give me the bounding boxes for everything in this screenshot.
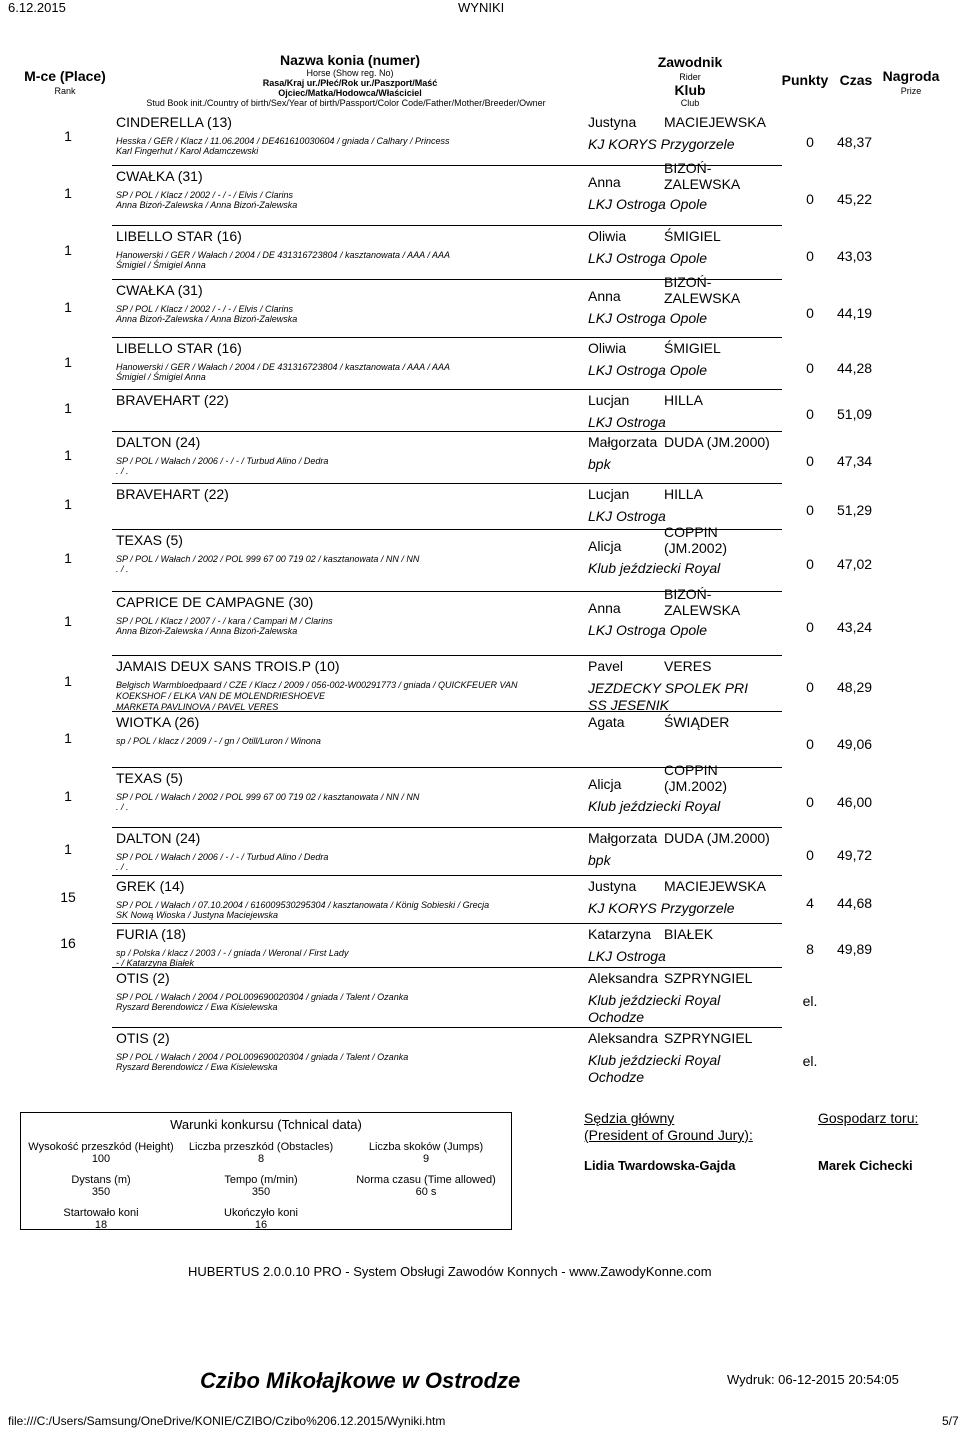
- horse-details: SP / POL / Wałach / 2002 / POL 999 67 00 719 02 / kasztanowata / NN / NN: [116, 792, 420, 802]
- points-cell: 0: [806, 305, 814, 321]
- distance-label: Dystans (m): [71, 1174, 131, 1186]
- rider-last-name: HILLA: [664, 486, 703, 502]
- horse-subheader-3: Ojciec/Matka/Hodowca/Właściciel: [278, 88, 422, 98]
- horse-subheader: Horse (Show reg. No): [306, 68, 394, 78]
- rider-first-name: Katarzyna: [588, 926, 652, 942]
- points-cell: 0: [806, 679, 814, 695]
- time-cell: 51,09: [837, 406, 873, 422]
- horse-name: JAMAIS DEUX SANS TROIS.P (10): [116, 658, 340, 674]
- rider-first-name: Agata: [588, 714, 625, 730]
- horse-details: SP / POL / Wałach / 2006 / - / - / Turbud Alino / Dedra: [116, 456, 329, 466]
- time-cell: 44,19: [837, 305, 873, 321]
- row-divider: [112, 827, 782, 828]
- row-divider: [112, 483, 782, 484]
- time-cell: 47,34: [837, 453, 873, 469]
- points-cell: 0: [806, 736, 814, 752]
- rider-first-name: Aleksandra: [588, 970, 659, 986]
- started-label: Startowało koni: [63, 1207, 139, 1219]
- rider-last-name: DUDA (JM.2000): [664, 830, 770, 846]
- horse-details: SP / POL / Wałach / 2002 / POL 999 67 00 719 02 / kasztanowata / NN / NN: [116, 554, 420, 564]
- table-row: [0, 432, 960, 482]
- prize-subheader: Prize: [900, 86, 922, 96]
- rider-first-name: Oliwia: [588, 228, 627, 244]
- points-cell: 0: [806, 191, 814, 207]
- height-value: 100: [91, 1153, 111, 1165]
- obstacles-value: 8: [257, 1153, 265, 1165]
- horse-name: LIBELLO STAR (16): [116, 228, 242, 244]
- row-divider: [112, 767, 782, 768]
- horse-name: BRAVEHART (22): [116, 486, 229, 502]
- club-name: LKJ Ostroga: [588, 414, 666, 430]
- points-cell: 8: [806, 941, 814, 957]
- page-title: WYNIKI: [458, 0, 505, 15]
- event-title: Czibo Mikołajkowe w Ostrodze: [200, 1368, 521, 1393]
- time-cell: 47,02: [837, 556, 873, 572]
- table-row: [0, 226, 960, 278]
- rider-last-name: COPPIN (JM.2002): [664, 762, 728, 794]
- row-divider: [112, 711, 782, 712]
- points-cell: 0: [806, 619, 814, 635]
- club-name: KJ KORYS Przygorzele: [588, 900, 735, 916]
- rider-first-name: Justyna: [588, 878, 637, 894]
- horse-owner: . / .: [116, 466, 129, 476]
- horse-name: GREK (14): [116, 878, 185, 894]
- rider-last-name: HILLA: [664, 392, 703, 408]
- time-allowed-value: 60 s: [415, 1186, 437, 1198]
- time-cell: 48,29: [837, 679, 873, 695]
- rank-cell: 1: [64, 550, 72, 566]
- rank-cell: 1: [64, 128, 72, 144]
- horse-name: TEXAS (5): [116, 770, 183, 786]
- row-divider: [112, 655, 782, 656]
- points-cell: 0: [806, 134, 814, 150]
- points-cell: 0: [806, 556, 814, 572]
- horse-owner: . / .: [116, 564, 129, 574]
- rank-cell: 15: [60, 889, 76, 905]
- table-row: [0, 828, 960, 874]
- time-cell: 43,24: [837, 619, 873, 635]
- horse-owner: Anna Bizoń-Zalewska / Anna Bizoń-Zalewska: [116, 200, 298, 210]
- table-row: [0, 390, 960, 430]
- started-value: 18: [94, 1219, 108, 1231]
- horse-owner: Anna Bizoń-Zalewska / Anna Bizoń-Zalewska: [116, 626, 298, 636]
- points-cell: el.: [802, 993, 818, 1009]
- table-row: [0, 484, 960, 528]
- rider-first-name: Lucjan: [588, 392, 630, 408]
- conditions-table: [20, 1112, 512, 1230]
- points-cell: 4: [806, 895, 814, 911]
- horse-details: SP / POL / Klacz / 2007 / - / kara / Campari M / Clarins: [116, 616, 333, 626]
- table-row: [0, 524, 960, 590]
- rider-first-name: Lucjan: [588, 486, 630, 502]
- rank-subheader: Rank: [54, 86, 76, 96]
- horse-name: WIOTKA (26): [116, 714, 200, 730]
- points-cell: 0: [806, 453, 814, 469]
- horse-owner: Karl Fingerhut / Karol Adamczewski: [116, 146, 259, 156]
- horse-details: SP / POL / Klacz / 2002 / - / - / Elvis / Clarins: [116, 190, 294, 200]
- table-row: [0, 762, 960, 828]
- horse-details: SP / POL / Wałach / 07.10.2004 / 616009530295304 / kasztanowata / König Sobieski / Grecja: [116, 900, 490, 910]
- club-subheader: Club: [680, 98, 700, 108]
- height-label: Wysokość przeszkód (Height): [28, 1141, 174, 1153]
- club-name: LKJ Ostroga Opole: [588, 310, 708, 326]
- horse-details: SP / POL / Wałach / 2004 / POL009690020304 / gniada / Talent / Ozanka: [116, 992, 409, 1002]
- club-header: Klub: [674, 82, 706, 98]
- club-name: Klub jeździecki Royal: [588, 560, 721, 576]
- rank-cell: 1: [64, 447, 72, 463]
- row-divider: [112, 1027, 782, 1028]
- rank-cell: 1: [64, 496, 72, 512]
- table-row: [0, 338, 960, 390]
- rank-cell: 1: [64, 354, 72, 370]
- club-name: Klub jeździecki Royal Ochodze: [588, 1052, 721, 1085]
- horse-owner: Śmigiel / Śmigiel Anna: [116, 260, 206, 270]
- rider-first-name: Justyna: [588, 114, 637, 130]
- time-cell: 46,00: [837, 794, 873, 810]
- judge-name: Lidia Twardowska-Gajda: [584, 1158, 736, 1173]
- horse-name: DALTON (24): [116, 434, 201, 450]
- rider-last-name: VERES: [664, 658, 712, 674]
- horse-name: OTIS (2): [116, 1030, 170, 1046]
- time-cell: 44,28: [837, 360, 873, 376]
- file-path: file:///C:/Users/Samsung/OneDrive/KONIE/CZIBO/Czibo%206.12.2015/Wyniki.htm: [8, 1414, 446, 1428]
- points-cell: 0: [806, 794, 814, 810]
- rider-first-name: Alicja: [588, 538, 622, 554]
- row-divider: [112, 875, 782, 876]
- row-divider: [112, 337, 782, 338]
- club-name: JEZDECKY SPOLEK PRI SS JESENIK: [588, 680, 749, 713]
- points-cell: 0: [806, 248, 814, 264]
- rider-first-name: Anna: [588, 174, 621, 190]
- rider-first-name: Małgorzata: [588, 830, 658, 846]
- horse-owner: . / .: [116, 802, 129, 812]
- rider-last-name: BIAŁEK: [664, 926, 714, 942]
- judge-label-en: (President of Ground Jury):: [584, 1127, 753, 1143]
- jumps-value: 9: [422, 1153, 430, 1165]
- rider-first-name: Oliwia: [588, 340, 627, 356]
- club-name: LKJ Ostroga Opole: [588, 622, 708, 638]
- rider-first-name: Alicja: [588, 776, 622, 792]
- rank-header: M-ce (Place): [24, 68, 106, 84]
- horse-owner: Anna Bizoń-Zalewska / Anna Bizoń-Zalewska: [116, 314, 298, 324]
- horse-owner: SK Nową Wioska / Justyna Maciejewska: [116, 910, 278, 920]
- horse-owner: . / .: [116, 862, 129, 872]
- jumps-label: Liczba skoków (Jumps): [368, 1141, 484, 1153]
- horse-details: sp / Polska / klacz / 2003 / - / gniada / Weronal / First Lady: [116, 948, 349, 958]
- rider-first-name: Aleksandra: [588, 1030, 659, 1046]
- horse-details: SP / POL / Wałach / 2006 / - / - / Turbud Alino / Dedra: [116, 852, 329, 862]
- finished-label: Ukończyło koni: [224, 1207, 298, 1219]
- obstacles-label: Liczba przeszkód (Obstacles): [188, 1141, 334, 1153]
- points-cell: 0: [806, 360, 814, 376]
- horse-details: Hanowerski / GER / Wałach / 2004 / DE 431316723804 / kasztanowata / AAA / AAA: [116, 250, 451, 260]
- club-name: bpk: [588, 456, 611, 472]
- row-divider: [112, 279, 782, 280]
- rider-first-name: Anna: [588, 600, 621, 616]
- points-cell: 0: [806, 502, 814, 518]
- distance-value: 350: [91, 1186, 111, 1198]
- points-cell: 0: [806, 847, 814, 863]
- finished-value: 16: [254, 1219, 268, 1231]
- horse-name: DALTON (24): [116, 830, 201, 846]
- rider-first-name: Małgorzata: [588, 434, 658, 450]
- row-divider: [112, 431, 782, 432]
- row-divider: [112, 389, 782, 390]
- judge-label: Sędzia główny: [584, 1110, 675, 1126]
- rider-last-name: ŚWIĄDER: [664, 714, 730, 730]
- points-header: Punkty: [781, 72, 829, 88]
- print-timestamp: Wydruk: 06-12-2015 20:54:05: [727, 1372, 899, 1387]
- tempo-value: 350: [251, 1186, 271, 1198]
- host-name: Marek Cichecki: [818, 1158, 913, 1173]
- horse-name: CAPRICE DE CAMPAGNE (30): [116, 594, 314, 610]
- prize-header: Nagroda: [882, 68, 940, 84]
- time-cell: 43,03: [837, 248, 873, 264]
- time-cell: 49,89: [837, 941, 873, 957]
- print-date: 6.12.2015: [8, 0, 66, 15]
- row-divider: [112, 591, 782, 592]
- horse-owner: Ryszard Berendowicz / Ewa Kisielewska: [116, 1002, 278, 1012]
- time-header: Czas: [839, 72, 873, 88]
- horse-name: OTIS (2): [116, 970, 170, 986]
- table-row: [0, 274, 960, 338]
- horse-name: FURIA (18): [116, 926, 187, 942]
- club-name: LKJ Ostroga Opole: [588, 362, 708, 378]
- conditions-title: Warunki konkursu (Tchnical data): [170, 1117, 362, 1132]
- club-name: Klub jeździecki Royal: [588, 798, 721, 814]
- club-name: bpk: [588, 852, 611, 868]
- horse-details: Hanowerski / GER / Wałach / 2004 / DE 431316723804 / kasztanowata / AAA / AAA: [116, 362, 451, 372]
- time-cell: 48,37: [837, 134, 873, 150]
- rank-cell: 1: [64, 299, 72, 315]
- horse-name: CINDERELLA (13): [116, 114, 232, 130]
- rank-cell: 1: [64, 673, 72, 689]
- horse-name: BRAVEHART (22): [116, 392, 229, 408]
- table-row: [0, 1028, 960, 1086]
- rider-last-name: ŚMIGIEL: [664, 228, 721, 244]
- horse-name: LIBELLO STAR (16): [116, 340, 242, 356]
- rider-last-name: MACIEJEWSKA: [664, 114, 766, 130]
- row-divider: [112, 225, 782, 226]
- table-row: [0, 924, 960, 966]
- rider-last-name: BIZOŃ- ZALEWSKA: [664, 160, 741, 192]
- horse-owner: MARKETA PAVLINOVA / PAVEL VERES: [116, 702, 279, 712]
- horse-name: CWAŁKA (31): [116, 282, 203, 298]
- rider-last-name: SZPRYNGIEL: [664, 1030, 753, 1046]
- horse-details: Belgisch Warmbloedpaard / CZE / Klacz / 2009 / 056-002-W00291773 / gniada / QUICKFEUER VAN KOEKSHOF / ELKA VAN DE MOLENDRIESHOEVE: [116, 680, 518, 701]
- table-row: [0, 112, 960, 164]
- rider-first-name: Anna: [588, 288, 621, 304]
- rank-cell: 1: [64, 400, 72, 416]
- rank-cell: 1: [64, 788, 72, 804]
- rank-cell: 16: [60, 935, 76, 951]
- software-credit: HUBERTUS 2.0.0.10 PRO - System Obsługi Zawodów Konnych - www.ZawodyKonne.com: [188, 1264, 712, 1279]
- club-name: LKJ Ostroga: [588, 508, 666, 524]
- rider-last-name: ŚMIGIEL: [664, 340, 721, 356]
- table-row: [0, 876, 960, 922]
- horse-subheader-4: Stud Book init./Country of birth/Sex/Year of birth/Passport/Color Code/Father/Mother/Breeder/Owner: [146, 98, 546, 108]
- rider-last-name: MACIEJEWSKA: [664, 878, 766, 894]
- horse-details: SP / POL / Wałach / 2004 / POL009690020304 / gniada / Talent / Ozanka: [116, 1052, 409, 1062]
- rider-last-name: BIZOŃ- ZALEWSKA: [664, 274, 741, 306]
- horse-details: sp / POL / klacz / 2009 / - / gn / Otill/Luron / Winona: [116, 736, 321, 746]
- tempo-label: Tempo (m/min): [224, 1174, 298, 1186]
- horse-details: Hesska / GER / Klacz / 11.06.2004 / DE461610030604 / gniada / Calhary / Princess: [116, 136, 450, 146]
- rider-first-name: Pavel: [588, 658, 624, 674]
- club-name: KJ KORYS Przygorzele: [588, 136, 735, 152]
- time-cell: 44,68: [837, 895, 873, 911]
- points-cell: el.: [802, 1053, 818, 1069]
- rider-last-name: BIZOŃ- ZALEWSKA: [664, 586, 741, 618]
- rider-last-name: COPPIN (JM.2002): [664, 524, 728, 556]
- rider-header: Zawodnik: [657, 54, 723, 70]
- time-cell: 51,29: [837, 502, 873, 518]
- time-cell: 49,06: [837, 736, 873, 752]
- horse-owner: Ryszard Berendowicz / Ewa Kisielewska: [116, 1062, 278, 1072]
- row-divider: [112, 165, 782, 166]
- club-name: LKJ Ostroga Opole: [588, 196, 708, 212]
- table-row: [0, 712, 960, 768]
- rider-subheader: Rider: [679, 72, 701, 82]
- table-row: [0, 656, 960, 713]
- time-cell: 45,22: [837, 191, 873, 207]
- horse-details: SP / POL / Klacz / 2002 / - / - / Elvis / Clarins: [116, 304, 294, 314]
- club-name: Klub jeździecki Royal Ochodze: [588, 992, 721, 1025]
- time-cell: 49,72: [837, 847, 873, 863]
- table-header: [0, 40, 960, 110]
- host-label: Gospodarz toru:: [818, 1110, 919, 1126]
- row-divider: [112, 923, 782, 924]
- horse-owner: Śmigiel / Śmigiel Anna: [116, 372, 206, 382]
- horse-subheader-2: Rasa/Kraj ur./Płeć/Rok ur./Paszport/Maść: [262, 78, 438, 88]
- table-row: [0, 586, 960, 654]
- club-name: LKJ Ostroga: [588, 948, 666, 964]
- horse-name: CWAŁKA (31): [116, 168, 203, 184]
- rank-cell: 1: [64, 613, 72, 629]
- table-row: [0, 968, 960, 1026]
- horse-header: Nazwa konia (numer): [279, 52, 421, 68]
- rank-cell: 1: [64, 242, 72, 258]
- rank-cell: 1: [64, 185, 72, 201]
- row-divider: [112, 529, 782, 530]
- horse-name: TEXAS (5): [116, 532, 183, 548]
- rider-last-name: DUDA (JM.2000): [664, 434, 770, 450]
- time-allowed-label: Norma czasu (Time allowed): [356, 1174, 496, 1186]
- page-number: 5/7: [942, 1414, 959, 1428]
- club-name: LKJ Ostroga Opole: [588, 250, 708, 266]
- rank-cell: 1: [64, 730, 72, 746]
- rank-cell: 1: [64, 841, 72, 857]
- table-row: [0, 160, 960, 224]
- rider-last-name: SZPRYNGIEL: [664, 970, 753, 986]
- horse-owner: - / Katarzyna Białek: [116, 958, 195, 968]
- points-cell: 0: [806, 406, 814, 422]
- row-divider: [112, 967, 782, 968]
